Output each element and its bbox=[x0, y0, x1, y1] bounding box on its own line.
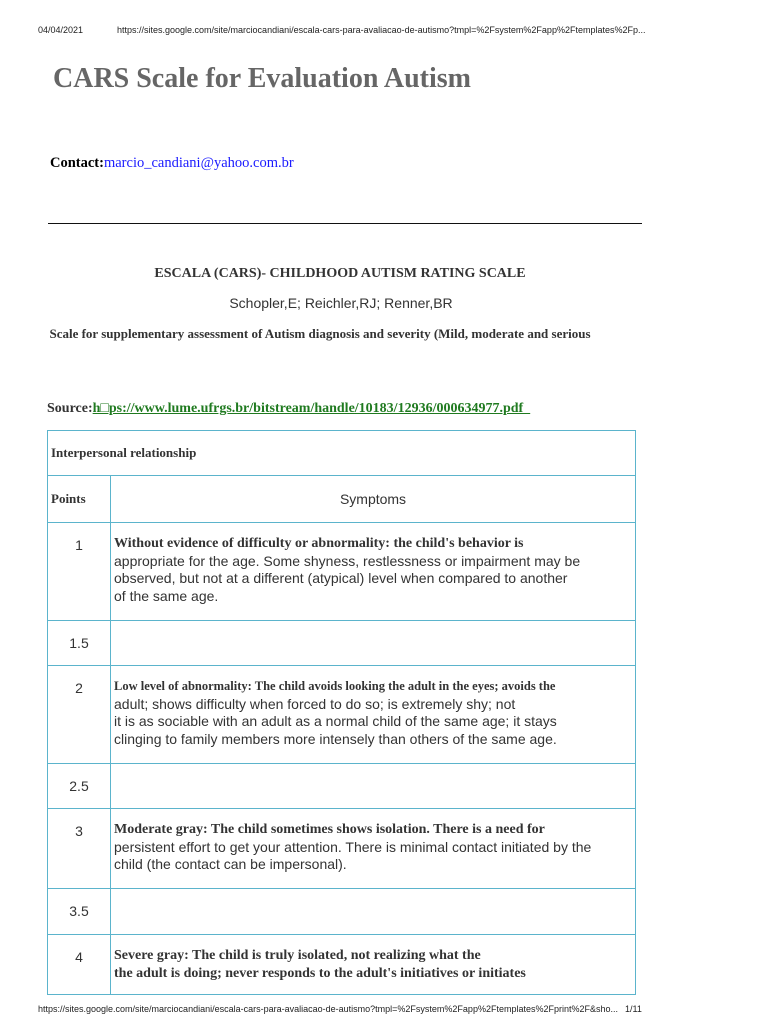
symptom-line: persistent effort to get your attention. There is minimal contact initiated by the bbox=[114, 838, 592, 855]
table-row bbox=[48, 764, 636, 809]
table-row bbox=[48, 523, 636, 621]
contact-line bbox=[50, 155, 294, 172]
cars-table bbox=[47, 430, 636, 995]
table-row bbox=[48, 935, 636, 995]
symptom-line: child (the contact can be impersonal). bbox=[114, 856, 347, 872]
symptom-cell-empty bbox=[111, 621, 636, 666]
table-row bbox=[48, 666, 636, 764]
page-title: CARS Scale for Evaluation Autism bbox=[53, 63, 471, 94]
divider bbox=[48, 223, 642, 224]
symptom-cell bbox=[111, 523, 636, 621]
symptom-line: appropriate for the age. Some shyness, restlessness or impairment may be bbox=[114, 552, 581, 569]
symptom-cell bbox=[111, 935, 636, 995]
print-footer-url: https://sites.google.com/site/marciocandiani/escala-cars-para-avaliacao-de-autismo?tmpl=%2Fsystem%2Fapp%2Ftemplates%2Fprint%2F&sho... bbox=[38, 1004, 619, 1014]
points-cell: 3.5 bbox=[48, 889, 111, 935]
points-cell: 2.5 bbox=[48, 764, 111, 809]
source-line bbox=[47, 401, 530, 417]
contact-email-link[interactable]: marcio_candiani@yahoo.com.br bbox=[103, 155, 294, 171]
symptom-line: of the same age. bbox=[114, 587, 219, 604]
points-cell: 4 bbox=[48, 935, 111, 995]
symptom-lead: Severe gray: The child is truly isolated, not realizing what the bbox=[114, 948, 481, 963]
table-header-row bbox=[48, 476, 636, 523]
table-row bbox=[48, 621, 636, 666]
source-label: Source: bbox=[47, 401, 93, 416]
print-header-url: https://sites.google.com/site/marciocandiani/escala-cars-para-avaliacao-de-autismo?tmpl=%2Fsystem%2Fapp%2Ftemplates%2Fp... bbox=[117, 25, 646, 35]
symptom-line: adult; shows difficulty when forced to do so; is extremely shy; not bbox=[114, 695, 516, 712]
points-header: Points bbox=[48, 476, 111, 523]
source-link[interactable]: h□ps://www.lume.ufrgs.br/bitstream/handle/10183/12936/000634977.pdf bbox=[92, 401, 531, 416]
symptom-cell-empty bbox=[111, 764, 636, 809]
section-row bbox=[48, 431, 636, 476]
symptoms-header: Symptoms bbox=[111, 476, 636, 523]
points-cell: 3 bbox=[48, 809, 111, 889]
scale-title: ESCALA (CARS)- CHILDHOOD AUTISM RATING SCALE bbox=[154, 266, 526, 281]
section-title: Interpersonal relationship bbox=[48, 431, 636, 476]
symptom-lead: the adult is doing; never responds to the adult's initiatives or initiates bbox=[114, 965, 526, 981]
symptom-lead: Without evidence of difficulty or abnormality: the child's behavior is bbox=[114, 536, 524, 551]
symptom-cell-empty bbox=[111, 889, 636, 935]
authors: Schopler,E; Reichler,RJ; Renner,BR bbox=[229, 295, 453, 311]
scale-description: Scale for supplementary assessment of Autism diagnosis and severity (Mild, moderate and serious bbox=[49, 326, 591, 341]
points-cell: 2 bbox=[48, 666, 111, 764]
symptom-lead: Moderate gray: The child sometimes shows isolation. There is a need for bbox=[114, 822, 545, 837]
points-cell: 1 bbox=[48, 523, 111, 621]
symptom-cell bbox=[111, 809, 636, 889]
symptom-cell bbox=[111, 666, 636, 764]
points-cell: 1.5 bbox=[48, 621, 111, 666]
symptom-line: clinging to family members more intensely than others of the same age. bbox=[114, 730, 557, 747]
symptom-line: it is as sociable with an adult as a normal child of the same age; it stays bbox=[114, 713, 557, 729]
table-row bbox=[48, 889, 636, 935]
print-date: 04/04/2021 bbox=[38, 25, 84, 35]
table-row bbox=[48, 809, 636, 889]
symptom-lead: Low level of abnormality: The child avoids looking the adult in the eyes; avoids the bbox=[114, 679, 556, 693]
page-number: 1/11 bbox=[625, 1004, 642, 1014]
contact-label: Contact: bbox=[50, 155, 104, 171]
symptom-line: observed, but not at a different (atypical) level when compared to another bbox=[114, 570, 568, 586]
